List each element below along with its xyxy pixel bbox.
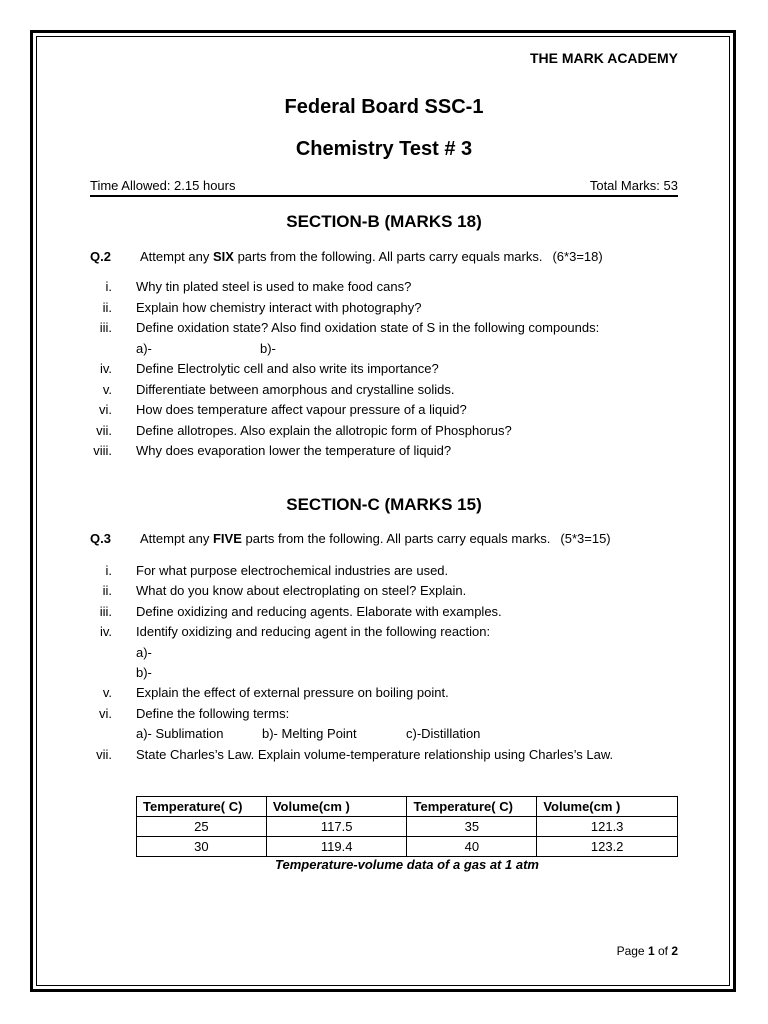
temperature-volume-table — [136, 796, 678, 857]
item-text: Why tin plated steel is used to make food cans? — [136, 279, 412, 294]
table-header-cell: Temperature( C) — [137, 797, 267, 817]
list-item — [0, 361, 700, 381]
item-text: Differentiate between amorphous and crystalline solids. — [136, 382, 455, 397]
list-item — [0, 706, 700, 726]
table-cell: 35 — [407, 817, 537, 837]
sub-item-sublimation: a)- Sublimation — [136, 726, 224, 741]
table-caption: Temperature-volume data of a gas at 1 atm — [275, 857, 539, 872]
board-title: Federal Board SSC-1 — [284, 96, 484, 118]
q3-instr-pre: Attempt any — [140, 531, 213, 546]
item-text: Define the following terms: — [136, 706, 290, 721]
item-number: vi. — [99, 402, 112, 417]
item-text: Explain how chemistry interact with photography? — [136, 300, 422, 315]
item-text: How does temperature affect vapour pressure of a liquid? — [136, 402, 467, 417]
item-text: Define allotropes. Also explain the allotropic form of Phosphorus? — [136, 423, 512, 438]
list-item — [0, 443, 700, 463]
item-text: Define oxidizing and reducing agents. Elaborate with examples. — [136, 604, 502, 619]
item-number: vi. — [99, 706, 112, 721]
table-header-cell: Volume(cm ) — [537, 797, 678, 817]
list-item — [0, 320, 700, 340]
list-item — [0, 300, 700, 320]
q2-instr-pre: Attempt any — [140, 249, 213, 264]
list-item — [0, 563, 700, 583]
page-of-label: of — [654, 944, 672, 958]
section-c-heading: SECTION-C (MARKS 15) — [286, 495, 482, 514]
item-number: i. — [105, 279, 112, 294]
item-number: ii. — [102, 300, 112, 315]
q3-instr-post: parts from the following. All parts carry equals marks. — [241, 531, 551, 546]
item-text: Explain the effect of external pressure on boiling point. — [136, 685, 449, 700]
item-number: iii. — [99, 604, 112, 619]
item-number: vii. — [96, 747, 112, 762]
table-header-row — [137, 797, 678, 817]
item-number: ii. — [102, 583, 112, 598]
table-row — [137, 817, 678, 837]
table-cell: 119.4 — [266, 837, 407, 857]
q2-instr-bold: SIX — [212, 249, 234, 264]
item-number: viii. — [93, 443, 112, 458]
list-item — [0, 685, 700, 705]
page-total: 2 — [671, 944, 678, 958]
page-label: Page — [616, 944, 648, 958]
q3-text — [140, 531, 611, 546]
list-item — [0, 583, 700, 603]
item-text: For what purpose electrochemical industries are used. — [136, 563, 449, 578]
q2-text — [140, 249, 603, 264]
time-allowed: Time Allowed: 2.15 hours — [90, 178, 236, 193]
table-cell: 117.5 — [266, 817, 407, 837]
item-text: Define Electrolytic cell and also write its importance? — [136, 361, 439, 376]
item-text: State Charles’s Law. Explain volume-temperature relationship using Charles’s Law. — [136, 747, 614, 762]
list-item — [0, 402, 700, 422]
item-number: i. — [105, 563, 112, 578]
list-item — [0, 279, 700, 299]
list-item — [0, 382, 700, 402]
q3-instr-bold: FIVE — [212, 531, 242, 546]
table-cell: 121.3 — [537, 817, 678, 837]
item-text: Why does evaporation lower the temperature of liquid? — [136, 443, 452, 458]
table-row — [137, 837, 678, 857]
academy-name: THE MARK ACADEMY — [529, 50, 678, 66]
sub-item-melting-point: b)- Melting Point — [262, 726, 357, 741]
section-b-heading: SECTION-B (MARKS 18) — [286, 212, 482, 231]
q2-instr-post: parts from the following. All parts carry equals marks. — [233, 249, 543, 264]
sub-item-b: b)- — [136, 665, 152, 680]
total-marks: Total Marks: 53 — [589, 178, 678, 193]
list-item — [0, 624, 700, 644]
list-item — [0, 604, 700, 624]
q3-marks: (5*3=15) — [560, 531, 611, 546]
item-number: v. — [102, 685, 112, 700]
header-divider — [90, 195, 678, 197]
item-text: Define oxidation state? Also find oxidation state of S in the following compounds: — [136, 320, 600, 335]
item-number: iv. — [99, 624, 112, 639]
page-number — [617, 944, 678, 958]
item-number: iv. — [99, 361, 112, 376]
item-number: iii. — [99, 320, 112, 335]
table-cell: 25 — [137, 817, 267, 837]
sub-item-a: a)- — [136, 645, 152, 660]
page-current: 1 — [647, 944, 655, 958]
sub-item-distillation: c)-Distillation — [406, 726, 481, 741]
q2-marks: (6*3=18) — [552, 249, 603, 264]
list-item — [0, 423, 700, 443]
test-title: Chemistry Test # 3 — [295, 138, 473, 160]
sub-item-b: b)- — [260, 341, 276, 356]
item-number: v. — [102, 382, 112, 397]
q3-number: Q.3 — [90, 531, 111, 546]
table-header-cell: Volume(cm ) — [266, 797, 407, 817]
table-cell: 30 — [137, 837, 267, 857]
q2-number: Q.2 — [90, 249, 111, 264]
table-header-cell: Temperature( C) — [407, 797, 537, 817]
sub-item-a: a)- — [136, 341, 152, 356]
item-number: vii. — [96, 423, 112, 438]
item-text: Identify oxidizing and reducing agent in the following reaction: — [136, 624, 491, 639]
list-item — [0, 747, 700, 767]
table-cell: 40 — [407, 837, 537, 857]
item-text: What do you know about electroplating on steel? Explain. — [136, 583, 467, 598]
table-cell: 123.2 — [537, 837, 678, 857]
